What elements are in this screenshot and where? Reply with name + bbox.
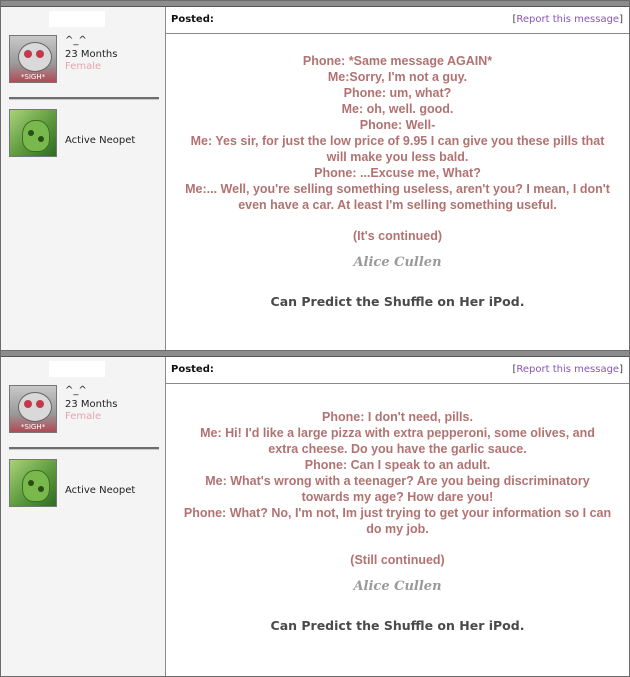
avatar-caption: *SIGH* <box>20 73 46 81</box>
neopet-spot <box>28 480 34 486</box>
neopet-spot <box>38 136 44 142</box>
message-line: Phone: I don't need, pills. <box>322 410 473 424</box>
report-message-link[interactable]: Report this message <box>516 14 620 25</box>
posted-label: Posted: <box>171 364 214 375</box>
message-line: Me:... Well, you're selling something useless, aren't you? I mean, I don't <box>185 182 610 196</box>
post-header <box>166 357 629 384</box>
avatar-face <box>18 392 52 422</box>
message-line: Phone: ...Excuse me, What? <box>314 166 481 180</box>
continued-note: (It's continued) <box>352 229 443 243</box>
report-message-link[interactable]: Report this message <box>516 364 620 375</box>
username-redacted <box>49 11 105 27</box>
user-avatar[interactable] <box>9 385 57 433</box>
message-line: Phone: What? No, I'm not, Im just trying to get your information so I can <box>183 506 612 520</box>
message-line: Phone: Can I speak to an adult. <box>304 458 491 472</box>
signature-tagline: Can Predict the Shuffle on Her iPod. <box>270 618 525 633</box>
signature-name: Alice Cullen <box>353 255 442 270</box>
message-line: Phone: *Same message AGAIN* <box>302 54 493 68</box>
user-sidebar <box>1 7 166 350</box>
posted-date-redacted <box>216 15 416 27</box>
posted-date-redacted <box>216 365 416 377</box>
active-neopet-label: Active Neopet <box>65 135 136 146</box>
user-avatar[interactable] <box>9 35 57 83</box>
message-line: even have a car. At least I'm selling something useful. <box>238 198 557 212</box>
neopet-body <box>22 470 50 502</box>
user-membership-length: 23 Months <box>65 399 118 410</box>
message-line: Me: oh, well. good. <box>341 102 454 116</box>
post-body <box>166 34 629 350</box>
active-neopet-image[interactable] <box>9 109 57 157</box>
report-message-wrapper: [Report this message] <box>512 364 623 375</box>
posted-label: Posted: <box>171 14 214 25</box>
user-membership-length: 23 Months <box>65 49 118 60</box>
message-line: Me: What's wrong with a teenager? Are you being discriminatory <box>205 474 590 488</box>
avatar-eye-left <box>24 50 32 58</box>
report-message-wrapper: [Report this message] <box>512 14 623 25</box>
message-line: Me: Yes sir, for just the low price of 9.95 I can give you these pills that <box>190 134 605 148</box>
sidebar-divider <box>9 97 159 100</box>
sidebar-divider <box>9 447 159 450</box>
active-neopet-label: Active Neopet <box>65 485 136 496</box>
active-neopet-image[interactable] <box>9 459 57 507</box>
neopet-body <box>22 120 50 152</box>
signature-name: Alice Cullen <box>353 579 442 594</box>
message-block <box>166 53 629 213</box>
user-gender: Female <box>65 61 102 72</box>
message-line: will make you less bald. <box>326 150 469 164</box>
avatar-eye-left <box>24 400 32 408</box>
avatar-caption: *SIGH* <box>20 423 46 431</box>
continued-note: (Still continued) <box>350 553 445 567</box>
message-block <box>166 409 629 537</box>
message-line: Phone: um, what? <box>343 86 452 100</box>
message-line: Phone: Well- <box>359 118 436 132</box>
avatar-face <box>18 42 52 72</box>
user-tagline: ^_^ <box>65 35 87 46</box>
message-line: Me:Sorry, I'm not a guy. <box>327 70 468 84</box>
signature-tagline: Can Predict the Shuffle on Her iPod. <box>270 294 525 309</box>
message-line: extra cheese. Do you have the garlic sauce. <box>268 442 527 456</box>
message-line: Me: Hi! I'd like a large pizza with extra pepperoni, some olives, and <box>200 426 595 440</box>
username-redacted <box>49 361 105 377</box>
user-tagline: ^_^ <box>65 385 87 396</box>
post-header <box>166 7 629 34</box>
post-2 <box>0 350 630 677</box>
user-gender: Female <box>65 411 102 422</box>
avatar-eye-right <box>36 400 44 408</box>
post-body <box>166 384 629 676</box>
neopet-spot <box>38 486 44 492</box>
message-line: towards my age? How dare you! <box>301 490 494 504</box>
neopet-spot <box>28 130 34 136</box>
avatar-eye-right <box>36 50 44 58</box>
user-sidebar <box>1 357 166 676</box>
message-line: do my job. <box>366 522 429 536</box>
